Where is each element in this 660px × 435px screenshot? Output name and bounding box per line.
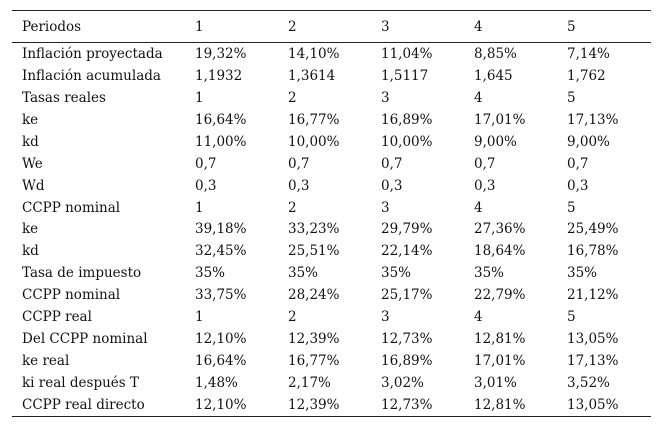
- value-cell-period-5: 13,05%: [567, 331, 619, 348]
- value-cell-period-2: 14,10%: [288, 45, 340, 62]
- row-label-cell: Del CCPP nominal: [22, 331, 148, 348]
- row-label-cell: Inflación acumulada: [22, 67, 161, 84]
- value-cell-period-2: 12,39%: [288, 396, 340, 413]
- value-cell-period-3: 11,04%: [381, 45, 433, 62]
- data-table-container: [12, 10, 651, 417]
- value-cell-period-5: 0,3: [567, 177, 589, 194]
- value-cell-period-1: 35%: [195, 265, 226, 282]
- value-cell-period-3: 3,02%: [381, 375, 424, 392]
- value-cell-period-2: 10,00%: [288, 133, 340, 150]
- table-row: [12, 131, 651, 153]
- header-cell-periodos: Periodos: [22, 18, 82, 35]
- row-label-cell: Tasa de impuesto: [22, 265, 142, 282]
- row-label-cell: ke: [22, 221, 39, 238]
- value-cell-period-1: 1,1932: [195, 67, 243, 84]
- row-label-cell: Tasas reales: [22, 89, 106, 106]
- value-cell-period-5: 5: [567, 309, 576, 326]
- value-cell-period-2: 1,3614: [288, 67, 336, 84]
- value-cell-period-1: 19,32%: [195, 45, 247, 62]
- value-cell-period-4: 3,01%: [474, 375, 517, 392]
- value-cell-period-1: 32,45%: [195, 243, 247, 260]
- row-label-cell: ke real: [22, 353, 70, 370]
- table-row: [12, 87, 651, 109]
- value-cell-period-4: 12,81%: [474, 331, 526, 348]
- value-cell-period-2: 12,39%: [288, 331, 340, 348]
- value-cell-period-2: 33,23%: [288, 221, 340, 238]
- value-cell-period-2: 2: [288, 309, 297, 326]
- value-cell-period-1: 12,10%: [195, 396, 247, 413]
- row-label-cell: kd: [22, 133, 39, 150]
- table-row: [12, 175, 651, 197]
- value-cell-period-2: 0,3: [288, 177, 310, 194]
- value-cell-period-4: 1,645: [474, 67, 513, 84]
- table-row: [12, 109, 651, 131]
- value-cell-period-2: 16,77%: [288, 353, 340, 370]
- value-cell-period-3: 12,73%: [381, 396, 433, 413]
- value-cell-period-5: 25,49%: [567, 221, 619, 238]
- value-cell-period-1: 1: [195, 199, 204, 216]
- header-cell-period-2: 2: [288, 18, 297, 35]
- header-cell-period-4: 4: [474, 18, 483, 35]
- value-cell-period-4: 17,01%: [474, 353, 526, 370]
- value-cell-period-2: 0,7: [288, 155, 310, 172]
- table-header: [12, 11, 651, 43]
- value-cell-period-3: 22,14%: [381, 243, 433, 260]
- value-cell-period-4: 12,81%: [474, 396, 526, 413]
- value-cell-period-1: 1,48%: [195, 375, 238, 392]
- value-cell-period-4: 0,3: [474, 177, 496, 194]
- value-cell-period-5: 13,05%: [567, 396, 619, 413]
- value-cell-period-5: 9,00%: [567, 133, 610, 150]
- value-cell-period-5: 3,52%: [567, 375, 610, 392]
- value-cell-period-3: 25,17%: [381, 287, 433, 304]
- row-label-cell: CCPP real directo: [22, 396, 145, 413]
- header-row: [12, 11, 651, 43]
- value-cell-period-4: 17,01%: [474, 111, 526, 128]
- value-cell-period-2: 2: [288, 89, 297, 106]
- value-cell-period-4: 35%: [474, 265, 505, 282]
- header-cell-period-1: 1: [195, 18, 204, 35]
- value-cell-period-5: 17,13%: [567, 353, 619, 370]
- value-cell-period-5: 17,13%: [567, 111, 619, 128]
- value-cell-period-4: 4: [474, 199, 483, 216]
- table-row: [12, 240, 651, 262]
- value-cell-period-5: 16,78%: [567, 243, 619, 260]
- table-row: [12, 306, 651, 328]
- value-cell-period-3: 3: [381, 199, 390, 216]
- row-label-cell: kd: [22, 243, 39, 260]
- value-cell-period-1: 0,7: [195, 155, 217, 172]
- value-cell-period-4: 4: [474, 89, 483, 106]
- value-cell-period-3: 0,3: [381, 177, 403, 194]
- value-cell-period-3: 3: [381, 309, 390, 326]
- value-cell-period-5: 21,12%: [567, 287, 619, 304]
- row-label-cell: Inflación proyectada: [22, 45, 163, 62]
- row-label-cell: We: [22, 155, 43, 172]
- value-cell-period-5: 5: [567, 199, 576, 216]
- value-cell-period-4: 0,7: [474, 155, 496, 172]
- table-row: [12, 262, 651, 284]
- table-body: [12, 43, 651, 417]
- value-cell-period-5: 35%: [567, 265, 598, 282]
- row-label-cell: CCPP nominal: [22, 199, 121, 216]
- value-cell-period-3: 0,7: [381, 155, 403, 172]
- table-row: [12, 43, 651, 65]
- header-cell-period-3: 3: [381, 18, 390, 35]
- value-cell-period-1: 33,75%: [195, 287, 247, 304]
- value-cell-period-2: 28,24%: [288, 287, 340, 304]
- value-cell-period-4: 27,36%: [474, 221, 526, 238]
- value-cell-period-4: 9,00%: [474, 133, 517, 150]
- value-cell-period-1: 39,18%: [195, 221, 247, 238]
- value-cell-period-2: 35%: [288, 265, 319, 282]
- table-row: [12, 394, 651, 416]
- value-cell-period-5: 0,7: [567, 155, 589, 172]
- value-cell-period-3: 1,5117: [381, 67, 429, 84]
- row-label-cell: ke: [22, 111, 39, 128]
- value-cell-period-5: 1,762: [567, 67, 606, 84]
- header-cell-period-5: 5: [567, 18, 576, 35]
- table-row: [12, 153, 651, 175]
- row-label-cell: Wd: [22, 177, 45, 194]
- value-cell-period-1: 1: [195, 309, 204, 326]
- value-cell-period-3: 10,00%: [381, 133, 433, 150]
- value-cell-period-3: 29,79%: [381, 221, 433, 238]
- value-cell-period-1: 0,3: [195, 177, 217, 194]
- row-label-cell: CCPP real: [22, 309, 92, 326]
- value-cell-period-1: 16,64%: [195, 353, 247, 370]
- value-cell-period-3: 16,89%: [381, 353, 433, 370]
- value-cell-period-2: 2: [288, 199, 297, 216]
- value-cell-period-4: 18,64%: [474, 243, 526, 260]
- table-row: [12, 284, 651, 306]
- value-cell-period-4: 4: [474, 309, 483, 326]
- value-cell-period-4: 8,85%: [474, 45, 517, 62]
- table-row: [12, 350, 651, 372]
- value-cell-period-1: 12,10%: [195, 331, 247, 348]
- table-row: [12, 219, 651, 241]
- value-cell-period-1: 16,64%: [195, 111, 247, 128]
- table-row: [12, 197, 651, 219]
- value-cell-period-2: 16,77%: [288, 111, 340, 128]
- row-label-cell: ki real después T: [22, 375, 139, 392]
- table-row: [12, 372, 651, 394]
- table-row: [12, 65, 651, 87]
- data-table: [12, 10, 651, 417]
- value-cell-period-1: 11,00%: [195, 133, 247, 150]
- value-cell-period-2: 2,17%: [288, 375, 331, 392]
- value-cell-period-3: 12,73%: [381, 331, 433, 348]
- table-row: [12, 328, 651, 350]
- value-cell-period-3: 16,89%: [381, 111, 433, 128]
- value-cell-period-3: 3: [381, 89, 390, 106]
- row-label-cell: CCPP nominal: [22, 287, 121, 304]
- value-cell-period-4: 22,79%: [474, 287, 526, 304]
- value-cell-period-3: 35%: [381, 265, 412, 282]
- value-cell-period-2: 25,51%: [288, 243, 340, 260]
- value-cell-period-5: 5: [567, 89, 576, 106]
- value-cell-period-1: 1: [195, 89, 204, 106]
- value-cell-period-5: 7,14%: [567, 45, 610, 62]
